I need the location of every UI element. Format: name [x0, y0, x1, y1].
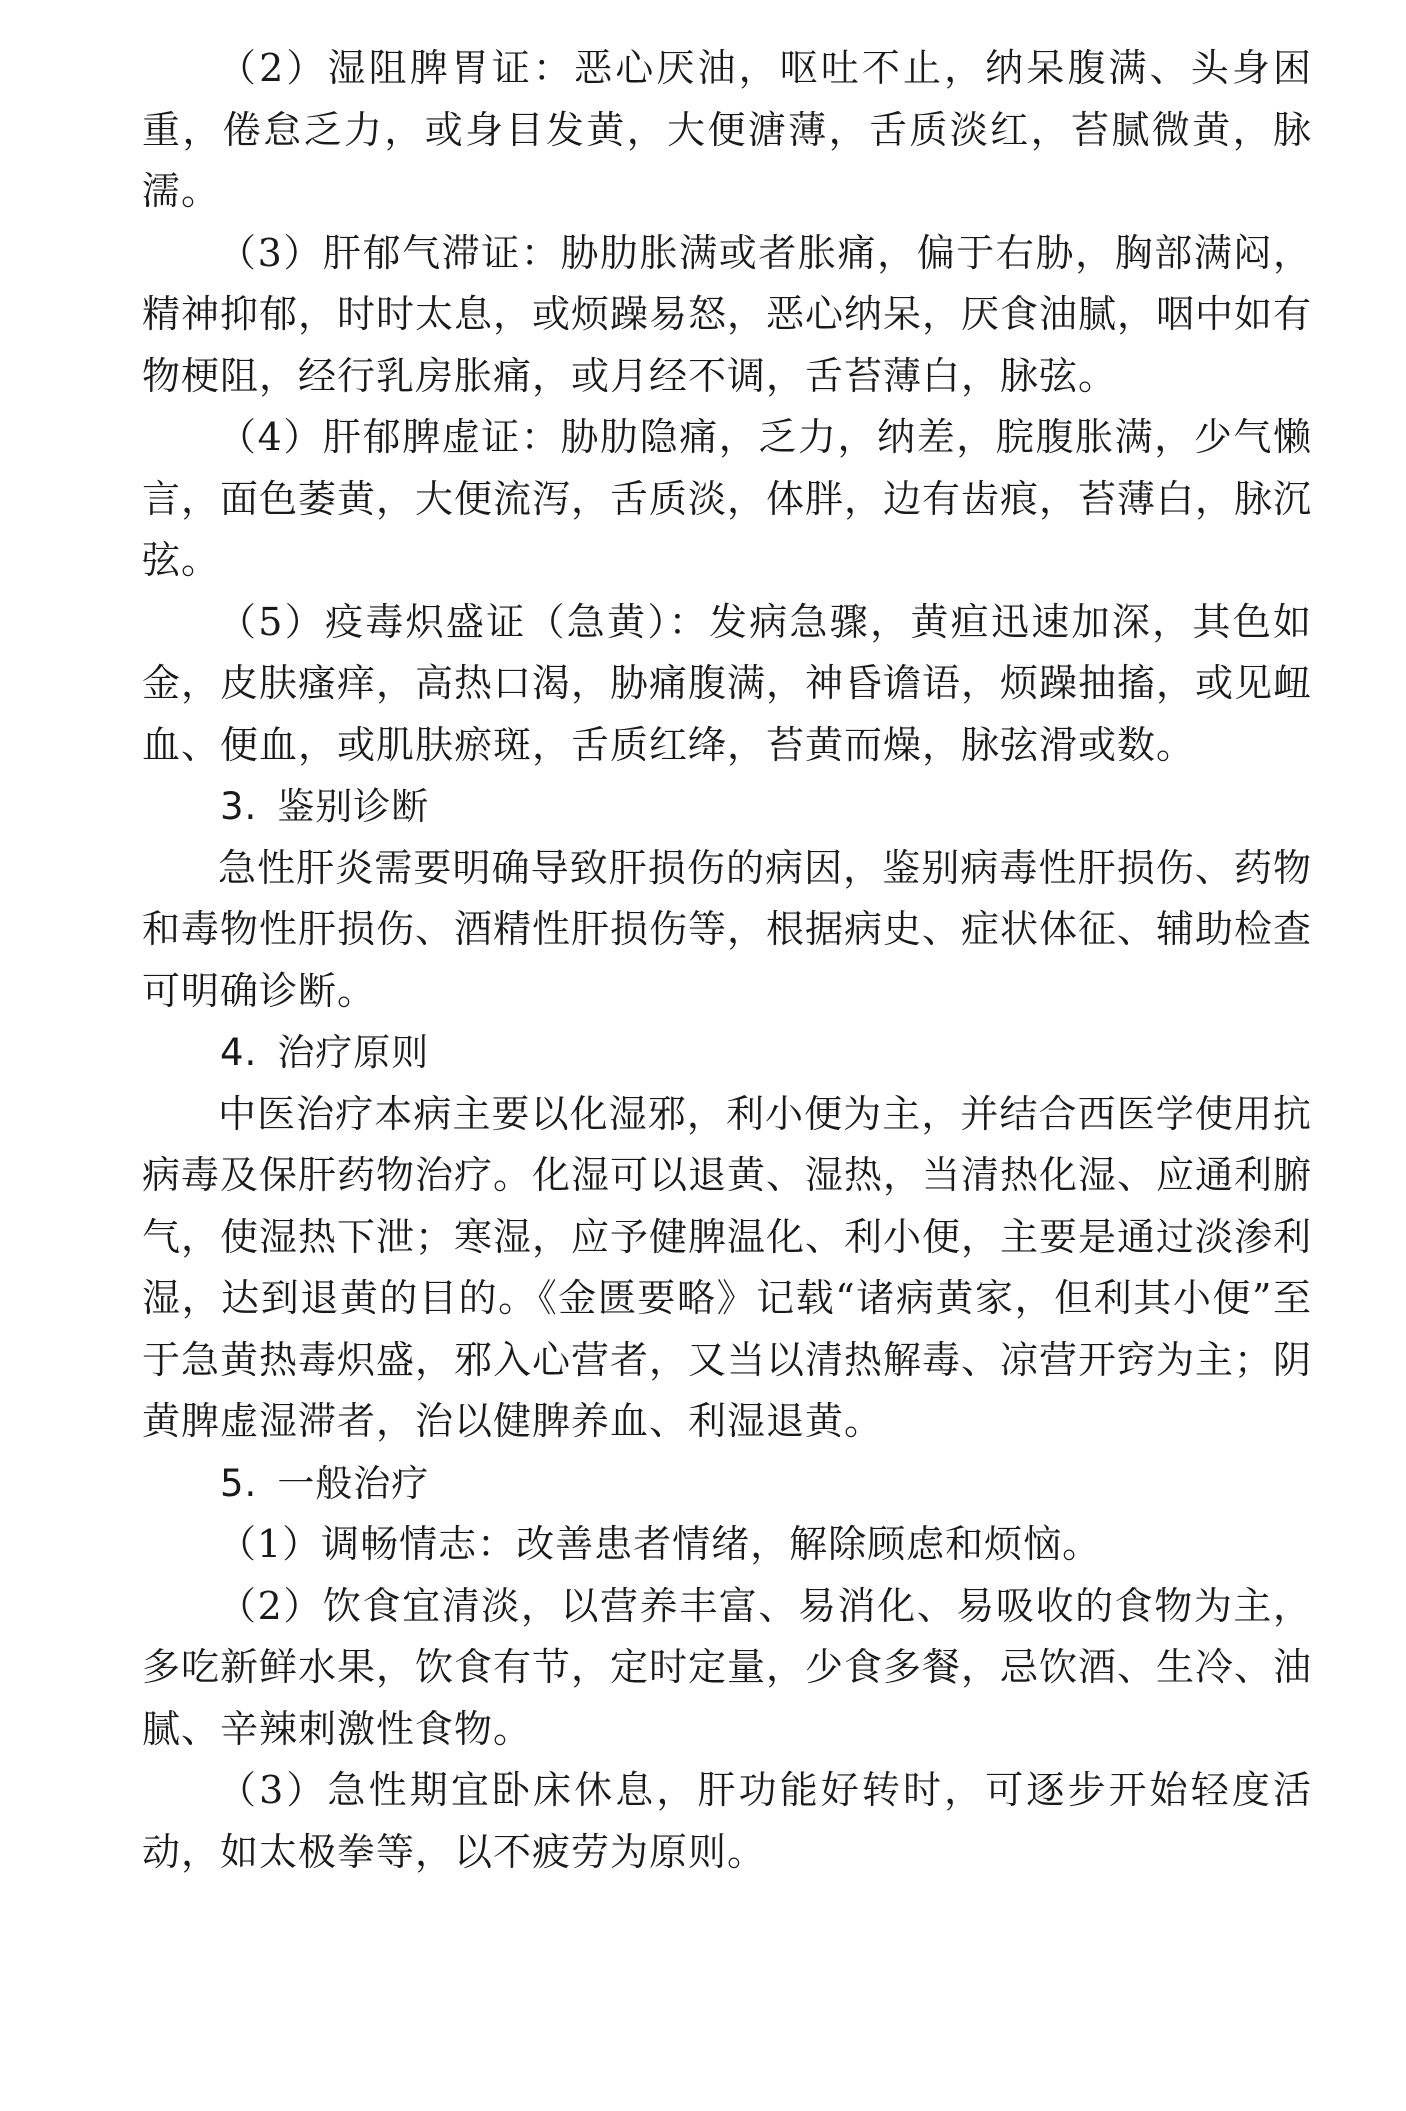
paragraph-emotion-regulation: （1）调畅情志：改善患者情绪，解除顾虑和烦恼。 [218, 1522, 1102, 1566]
section-title: 治疗原则 [277, 1031, 430, 1074]
paragraph-treatment-principles: 中医治疗本病主要以化湿邪，利小便为主，并结合西医学使用抗病毒及保肝药物治疗。化湿可以退黄、湿热，当清热化湿、应通利腑气，使湿热下泄；寒湿，应予健脾温化、利小便，主要是通过淡渗利湿，达到退黄的目的。《金匮要略》记载“诸病黄家，但利其小便”至于急黄热毒炽盛，邪入心营者，又当以清热解毒、凉营开窍为主；阴黄脾虚湿滞者，治以健脾养血、利湿退黄。 [142, 1091, 1313, 1443]
document-body [142, 38, 1312, 1883]
paragraph-damp-spleen-stomach: （2）湿阻脾胃证：恶心厌油，呕吐不止，纳呆腹满、头身困重，倦怠乏力，或身目发黄，大便溏薄，舌质淡红，苔腻微黄，脉濡。 [142, 46, 1312, 213]
section-number: 5. [220, 1461, 258, 1505]
paragraph-diet: （2）饮食宜清淡，以营养丰富、易消化、易吸收的食物为主，多吃新鲜水果，饮食有节，定时定量，少食多餐，忌饮酒、生冷、油腻、辛辣刺激性食物。 [142, 1583, 1313, 1751]
section-heading-differential-diagnosis [142, 776, 1312, 838]
section-number: 4. [220, 1031, 258, 1074]
section-title: 鉴别诊断 [277, 785, 430, 828]
section-heading-treatment-principles [142, 1022, 1312, 1084]
section-number: 3. [220, 785, 258, 828]
paragraph-rest: （3）急性期宜卧床休息，肝功能好转时，可逐步开始轻度活动，如太极拳等，以不疲劳为原则。 [142, 1768, 1312, 1874]
section-title: 一般治疗 [277, 1461, 430, 1505]
paragraph-differential-diagnosis: 急性肝炎需要明确导致肝损伤的病因，鉴别病毒性肝损伤、药物和毒物性肝损伤、酒精性肝损伤等，根据病史、症状体征、辅助检查可明确诊断。 [142, 845, 1313, 1013]
paragraph-liver-spleen-deficiency: （4）肝郁脾虚证：胁肋隐痛，乏力，纳差，脘腹胀满，少气懒言，面色萎黄，大便流泻，舌质淡，体胖，边有齿痕，苔薄白，脉沉弦。 [142, 415, 1313, 582]
section-heading-general-treatment [142, 1453, 1312, 1515]
paragraph-epidemic-toxin: （5）疫毒炽盛证（急黄）：发病急骤，黄疸迅速加深，其色如金，皮肤瘙痒，高热口渴，胁痛腹满，神昏谵语，烦躁抽搐，或见衄血、便血，或肌肤瘀斑，舌质红绛，苔黄而燥，脉弦滑或数。 [142, 599, 1313, 767]
paragraph-liver-qi-stagnation: （3）肝郁气滞证：胁肋胀满或者胀痛，偏于右胁，胸部满闷，精神抑郁，时时太息，或烦躁易怒，恶心纳呆，厌食油腻，咽中如有物梗阻，经行乳房胀痛，或月经不调，舌苔薄白，脉弦。 [142, 230, 1313, 398]
